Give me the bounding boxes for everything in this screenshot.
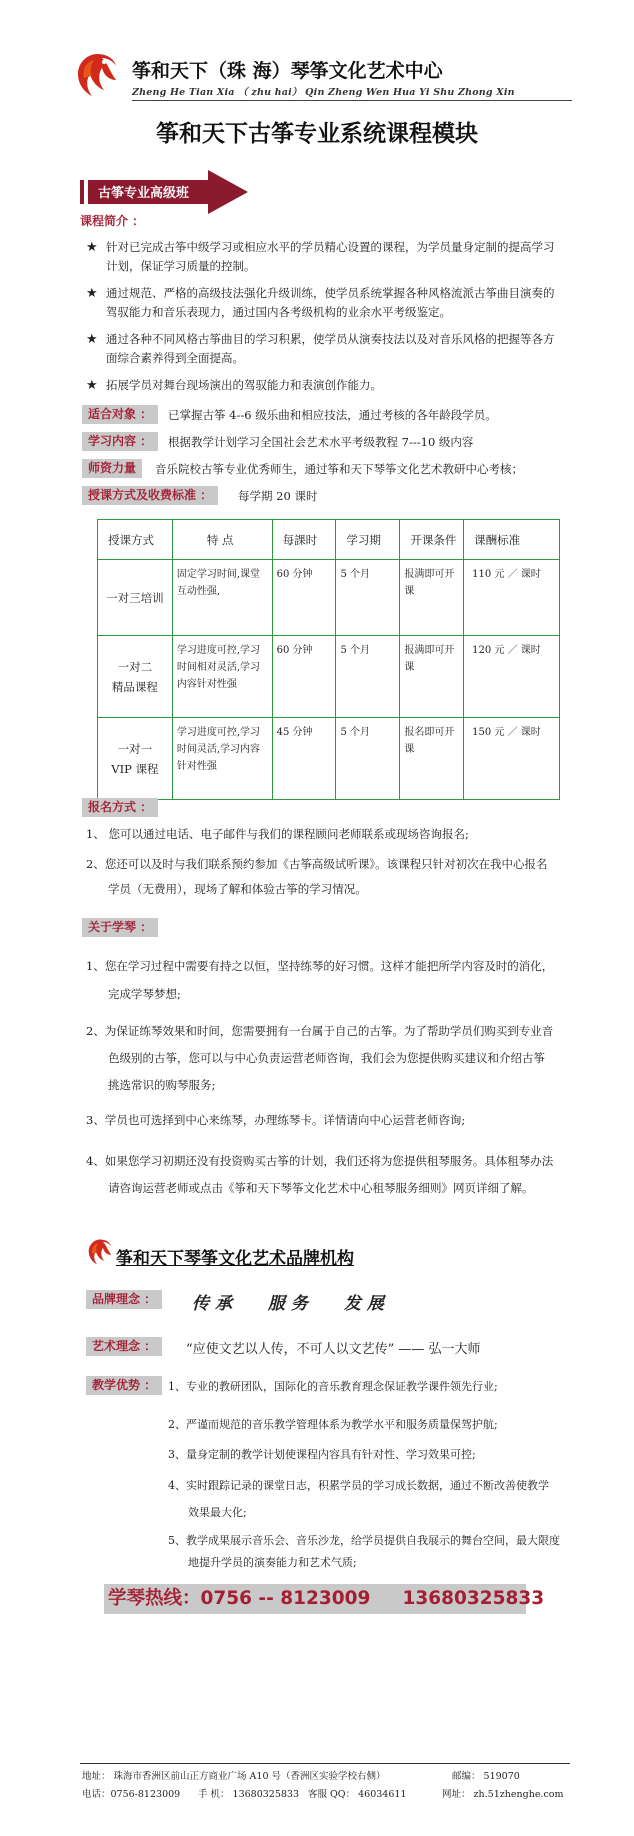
condition-cell: 报满即可开课 xyxy=(400,560,464,636)
mode-cell xyxy=(98,718,173,800)
star-icon: ★ xyxy=(86,378,98,393)
about-item: 4、如果您学习初期还没有投资购买古筝的计划，我们还将为您提供租琴服务。具体租琴办法请咨询运营老师或点击《筝和天下琴筝文化艺术中心租琴服务细则》网页详细了解。 xyxy=(86,1154,554,1195)
phoenix-logo-icon xyxy=(84,1236,116,1268)
teacher-text: 音乐院校古筝专业优秀师生，通过筝和天下琴筝文化艺术教研中心考核； xyxy=(155,462,523,476)
fee-text: 每学期 20 课时 xyxy=(238,489,318,503)
table-header: 学习期 xyxy=(336,520,400,560)
fee-cell: 150 元 ／ 课时 xyxy=(464,718,560,800)
bullet-text: 通过规范、严格的高级技法强化升级训练，使学员系统掌握各种风格流派古筝曲目演奏的驾驭能力和音乐表现力，通过国内各考级机构的业余水平考级鉴定。 xyxy=(106,286,555,319)
table-header: 开课条件 xyxy=(400,520,464,560)
fee-cell: 110 元 ／ 课时 xyxy=(464,560,560,636)
mode-cell: 一对三培训 xyxy=(98,560,173,636)
footer-address: 地址： 珠海市香洲区前山正方商业广场 A10 号（香洲区实验学校右侧） xyxy=(82,1771,386,1782)
org-pinyin: Zheng He Tian Xia （ zhu hai） Qin Zheng Wen Hua Yi Shu Zhong Xin xyxy=(132,87,515,98)
hotline-banner: 学琴热线：0756 -- 8123009 13680325833 xyxy=(104,1584,526,1614)
feature-cell: 固定学习时间,课堂互动性强, xyxy=(172,560,272,636)
course-level-banner xyxy=(80,170,248,214)
footer-website: 网址： zh.51zhenghe.com xyxy=(442,1789,564,1800)
duration-cell: 60 分钟 xyxy=(272,560,336,636)
mode-label: 一对二 精品课程 xyxy=(111,659,158,694)
page-header xyxy=(70,48,570,108)
brand-value-text: 传承 服务 发展 xyxy=(192,1294,390,1314)
bullet-text: 拓展学员对舞台现场演出的驾驭能力和表演创作能力。 xyxy=(106,378,382,392)
header-divider xyxy=(132,100,572,101)
mode-cell xyxy=(98,636,173,718)
banner-label: 古筝专业高级班 xyxy=(98,186,190,201)
org-name: 筝和天下（珠 海）琴筝文化艺术中心 xyxy=(132,60,443,82)
mode-label: 一对一 VIP 课程 xyxy=(111,741,159,776)
about-item: 3、学员也可选择到中心来练琴，办理练琴卡。详情请向中心运营老师咨询; xyxy=(86,1113,466,1127)
about-item: 1、您在学习过程中需要有持之以恒，坚持练琴的好习惯。这样才能把所学内容及时的消化，完成学琴梦想; xyxy=(86,959,554,1001)
condition-cell: 报满即可开课 xyxy=(400,636,464,718)
star-icon: ★ xyxy=(86,240,98,255)
signup-item: 2、您还可以及时与我们联系预约参加《古筝高级试听课》。该课程只针对初次在我中心报名学员（无费用），现场了解和体验古筝的学习情况。 xyxy=(86,857,548,896)
about-item: 2、为保证练琴效果和时间，您需要拥有一台属于自己的古筝。为了帮助学员们购买到专业音色级别的古筝，您可以与中心负责运营老师咨询，我们会为您提供购买建议和介绍古筝挑选常识的购琴服务; xyxy=(86,1024,554,1092)
footer-divider xyxy=(80,1763,570,1764)
audience-text: 已掌握古筝 4--6 级乐曲和相应技法，通过考核的各年龄段学员。 xyxy=(168,408,497,422)
footer-phone: 电话：0756-8123009 xyxy=(82,1789,181,1800)
fee-table xyxy=(97,519,560,800)
content-label: 学习内容 ： xyxy=(82,432,158,451)
intro-bullet xyxy=(86,284,556,322)
table-row xyxy=(98,636,560,718)
advantage-label: 教学优势 ： xyxy=(86,1376,162,1395)
fee-cell: 120 元 ／ 课时 xyxy=(464,636,560,718)
about-label: 关于学琴 ： xyxy=(82,918,158,937)
footer-qq: 客服 QQ： 46034611 xyxy=(308,1789,407,1800)
period-cell: 5 个月 xyxy=(336,560,400,636)
advantage-item: 4、实时跟踪记录的课堂日志，积累学员的学习成长数据，通过不断改善使教学效果最大化; xyxy=(168,1479,549,1519)
intro-bullet xyxy=(86,376,556,395)
condition-cell: 报名即可开课 xyxy=(400,718,464,800)
period-cell: 5 个月 xyxy=(336,718,400,800)
signup-label: 报名方式 ： xyxy=(82,798,158,817)
page-title: 筝和天下古筝专业系统课程模块 xyxy=(156,120,478,147)
fee-label: 授课方式及收费标准 ： xyxy=(82,486,218,505)
teacher-label: 师资力量 xyxy=(82,459,142,478)
feature-cell: 学习进度可控,学习时间相对灵活,学习内容针对性强 xyxy=(172,636,272,718)
table-header-row xyxy=(98,520,560,560)
signup-item: 1、 您可以通过电话、电子邮件与我们的课程顾问老师联系或现场咨询报名; xyxy=(86,827,469,841)
feature-cell: 学习进度可控,学习时间灵活,学习内容针对性强 xyxy=(172,718,272,800)
duration-cell: 45 分钟 xyxy=(272,718,336,800)
brand-title: 筝和天下琴筝文化艺术品牌机构 xyxy=(116,1249,354,1269)
phoenix-logo-icon xyxy=(70,48,124,102)
content-text: 根据教学计划学习全国社会艺术水平考级教程 7---10 级内容 xyxy=(168,435,474,449)
table-header: 特 点 xyxy=(172,520,272,560)
intro-label: 课程简介 ： xyxy=(80,214,145,228)
advantage-item: 5、教学成果展示音乐会、音乐沙龙，给学员提供自我展示的舞台空间，最大限度地提升学员的演奏能力和艺术气质; xyxy=(168,1534,560,1569)
footer-mobile: 手 机： 13680325833 xyxy=(198,1789,300,1800)
duration-cell: 60 分钟 xyxy=(272,636,336,718)
table-row xyxy=(98,560,560,636)
bullet-text: 针对已完成古筝中级学习或相应水平的学员精心设置的课程，为学员量身定制的提高学习计划，保证学习质量的控制。 xyxy=(106,240,555,273)
brand-value-label: 品牌理念 ： xyxy=(86,1290,162,1309)
star-icon: ★ xyxy=(86,286,98,301)
table-header: 授课方式 xyxy=(98,520,173,560)
table-header: 课酬标准 xyxy=(464,520,560,560)
advantage-item: 3、量身定制的教学计划使课程内容具有针对性、学习效果可控; xyxy=(168,1448,476,1461)
table-row xyxy=(98,718,560,800)
footer-postcode: 邮编： 519070 xyxy=(452,1771,520,1782)
intro-bullet xyxy=(86,330,556,368)
art-label: 艺术理念 ： xyxy=(86,1337,162,1356)
star-icon: ★ xyxy=(86,332,98,347)
bullet-text: 通过各种不同风格古筝曲目的学习积累，使学员从演奏技法以及对音乐风格的把握等各方面综合素养得到全面提高。 xyxy=(106,332,555,365)
advantage-item: 1、专业的教研团队，国际化的音乐教育理念保证教学课件领先行业; xyxy=(168,1380,498,1393)
table-header: 每課时 xyxy=(272,520,336,560)
period-cell: 5 个月 xyxy=(336,636,400,718)
art-quote: “应使文艺以人传，不可人以文艺传” —— 弘一大师 xyxy=(186,1342,481,1357)
audience-label: 适合对象 ： xyxy=(82,405,158,424)
intro-bullet xyxy=(86,238,556,276)
advantage-item: 2、严谨而规范的音乐教学管理体系为教学水平和服务质量保驾护航; xyxy=(168,1418,498,1431)
